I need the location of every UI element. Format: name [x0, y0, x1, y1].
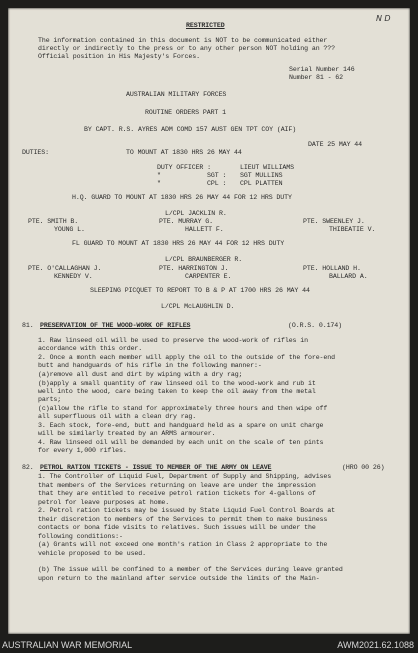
section-82-line: (a) Grants will not exceed one month's ration in Class 2 appropriate to the: [38, 541, 328, 548]
section-81-line: butt and handguards of his rifle in the following manner:-: [38, 362, 262, 369]
section-82-line: that they are entitled to receive petrol ration tickets for 4-gallons of: [38, 490, 316, 497]
archive-accession-number: AWM2021.62.1088: [337, 640, 414, 650]
guard-member: THIBEATIE V.: [329, 226, 376, 233]
duty-role: DUTY OFFICER :: [157, 164, 211, 171]
unit-title: AUSTRALIAN MILITARY FORCES: [126, 91, 227, 98]
section-81-line: all superfluous oil with a clean dry rag.: [38, 413, 197, 420]
duty-name: LIEUT WILLIAMS: [240, 164, 294, 171]
order-date: DATE 25 MAY 44: [308, 141, 362, 148]
section-81-line: 1. Raw linseed oil will be used to preserve the wood-work of rifles in: [38, 337, 308, 344]
guard-member: YOUNG L.: [54, 226, 85, 233]
section-81-number: 81.: [22, 322, 34, 329]
section-82-line: 2. Petrol ration tickets may be issued by State Liquid Fuel Control Boards at: [38, 507, 335, 514]
section-81-line: accordance with this order.: [38, 345, 143, 352]
picquet-heading: SLEEPING PICQUET TO REPORT TO B & P AT 1700 HRS 26 MAY 44: [90, 287, 310, 294]
duty-name: CPL PLATTEN: [240, 180, 283, 187]
corner-mark: N D: [376, 14, 391, 23]
notice-line: Official position in His Majesty's Forces.: [38, 53, 200, 60]
guard-member: BALLARD A.: [329, 273, 368, 280]
section-81-title: PRESERVATION OF THE WOOD-WORK OF RIFLES: [40, 322, 191, 329]
guard-member: PTE. MURRAY G.: [159, 218, 213, 225]
notice-line: The information contained in this document is NOT to be communicated either: [38, 37, 328, 44]
guard-member: PTE. SMITH B.: [28, 218, 79, 225]
section-82-line: following conditions:-: [38, 533, 123, 540]
section-82-line: their discretion to members of the Services to permit them to make business: [38, 516, 328, 523]
section-81-line: (b)apply a small quantity of raw linseed oil to the wood-work and rub it: [38, 380, 316, 387]
section-81-line: for every 1,000 rifles.: [38, 447, 127, 454]
section-82-line: (b) The issue will be confined to a member of the Services during leave granted: [38, 566, 343, 573]
guard-member: HALLETT F.: [185, 226, 224, 233]
ditto-mark: ": [157, 172, 161, 179]
duty-name: SGT MULLINS: [240, 172, 283, 179]
order-number: Number 81 - 62: [289, 74, 343, 81]
fl-lance-corporal: L/CPL BRAUNBERGER R.: [165, 256, 243, 263]
section-82-line: contacts or bona fide visits to relatives. Such issues will be under the: [38, 524, 316, 531]
section-82-line: vehicle proposed to be used.: [38, 550, 146, 557]
document-page: [8, 8, 410, 634]
section-82-line: petrol for leave purposes at home.: [38, 499, 170, 506]
guard-member: PTE. HARRINGTON J.: [159, 265, 229, 272]
issued-by: BY CAPT. R.S. AYRES ADM COMD 157 AUST GEN TPT COY (AIF): [84, 126, 297, 133]
guard-member: PTE. SWEENLEY J.: [303, 218, 365, 225]
section-82-line: that members of the Services returning on leave are under the impression: [38, 482, 316, 489]
fl-guard-heading: FL GUARD TO MOUNT AT 1830 HRS 26 MAY 44 FOR 12 HRS DUTY: [72, 240, 285, 247]
hq-lance-corporal: L/CPL JACKLIN R.: [165, 210, 227, 217]
classification-heading: RESTRICTED: [186, 22, 225, 29]
mount-time: TO MOUNT AT 1830 HRS 26 MAY 44: [126, 149, 242, 156]
serial-number: Serial Number 146: [289, 66, 355, 73]
guard-member: CARPENTER E.: [185, 273, 232, 280]
section-82-title: PETROL RATION TICKETS - ISSUE TO MEMBER OF THE ARMY ON LEAVE: [40, 464, 272, 471]
section-81-line: 2. Once a month each member will apply the oil to the outside of the fore-end: [38, 354, 335, 361]
section-82-reference: (HRO 00 26): [342, 464, 385, 471]
section-81-line: 4. Raw linseed oil will be demanded by each unit on the scale of ten pints: [38, 439, 324, 446]
archive-credit: AUSTRALIAN WAR MEMORIAL: [2, 640, 133, 650]
section-81-line: (c)allow the rifle to stand for approximately three hours and then wipe off: [38, 405, 328, 412]
guard-member: PTE. HOLLAND H.: [303, 265, 361, 272]
section-81-line: 3. Each stock, fore-end, butt and handguard held as a spare on unit charge: [38, 422, 324, 429]
section-81-reference: (O.R.S. 0.174): [288, 322, 342, 329]
notice-line: directly or indirectly to the press or to any other person NOT holding an ???: [38, 45, 335, 52]
hq-guard-heading: H.Q. GUARD TO MOUNT AT 1830 HRS 26 MAY 44 FOR 12 HRS DUTY: [72, 194, 292, 201]
ditto-mark: ": [157, 180, 161, 187]
section-82-number: 82.: [22, 464, 34, 471]
duty-role: SGT :: [207, 172, 227, 179]
section-81-line: well into the wood, care being taken to keep the oil away from the metal: [38, 388, 316, 395]
section-82-line: 1. The Controller of Liquid Fuel, Department of Supply and Shipping, advises: [38, 473, 332, 480]
duty-role: CPL :: [207, 180, 227, 187]
section-81-line: will be similarly treated by an ARMS armourer.: [38, 430, 216, 437]
duties-label: DUTIES:: [22, 149, 49, 156]
orders-title: ROUTINE ORDERS PART 1: [145, 109, 226, 116]
section-81-line: (a)remove all dust and dirt by wiping with a dry rag;: [38, 371, 243, 378]
guard-member: KENNEDY V.: [54, 273, 93, 280]
picquet-lance-corporal: L/CPL McLAUGHLIN D.: [161, 303, 235, 310]
section-82-line: upon return to the mainland after service outside the limits of the Main-: [38, 575, 320, 582]
guard-member: PTE. O'CALLAGHAN J.: [28, 265, 102, 272]
section-81-line: parts;: [38, 396, 62, 403]
